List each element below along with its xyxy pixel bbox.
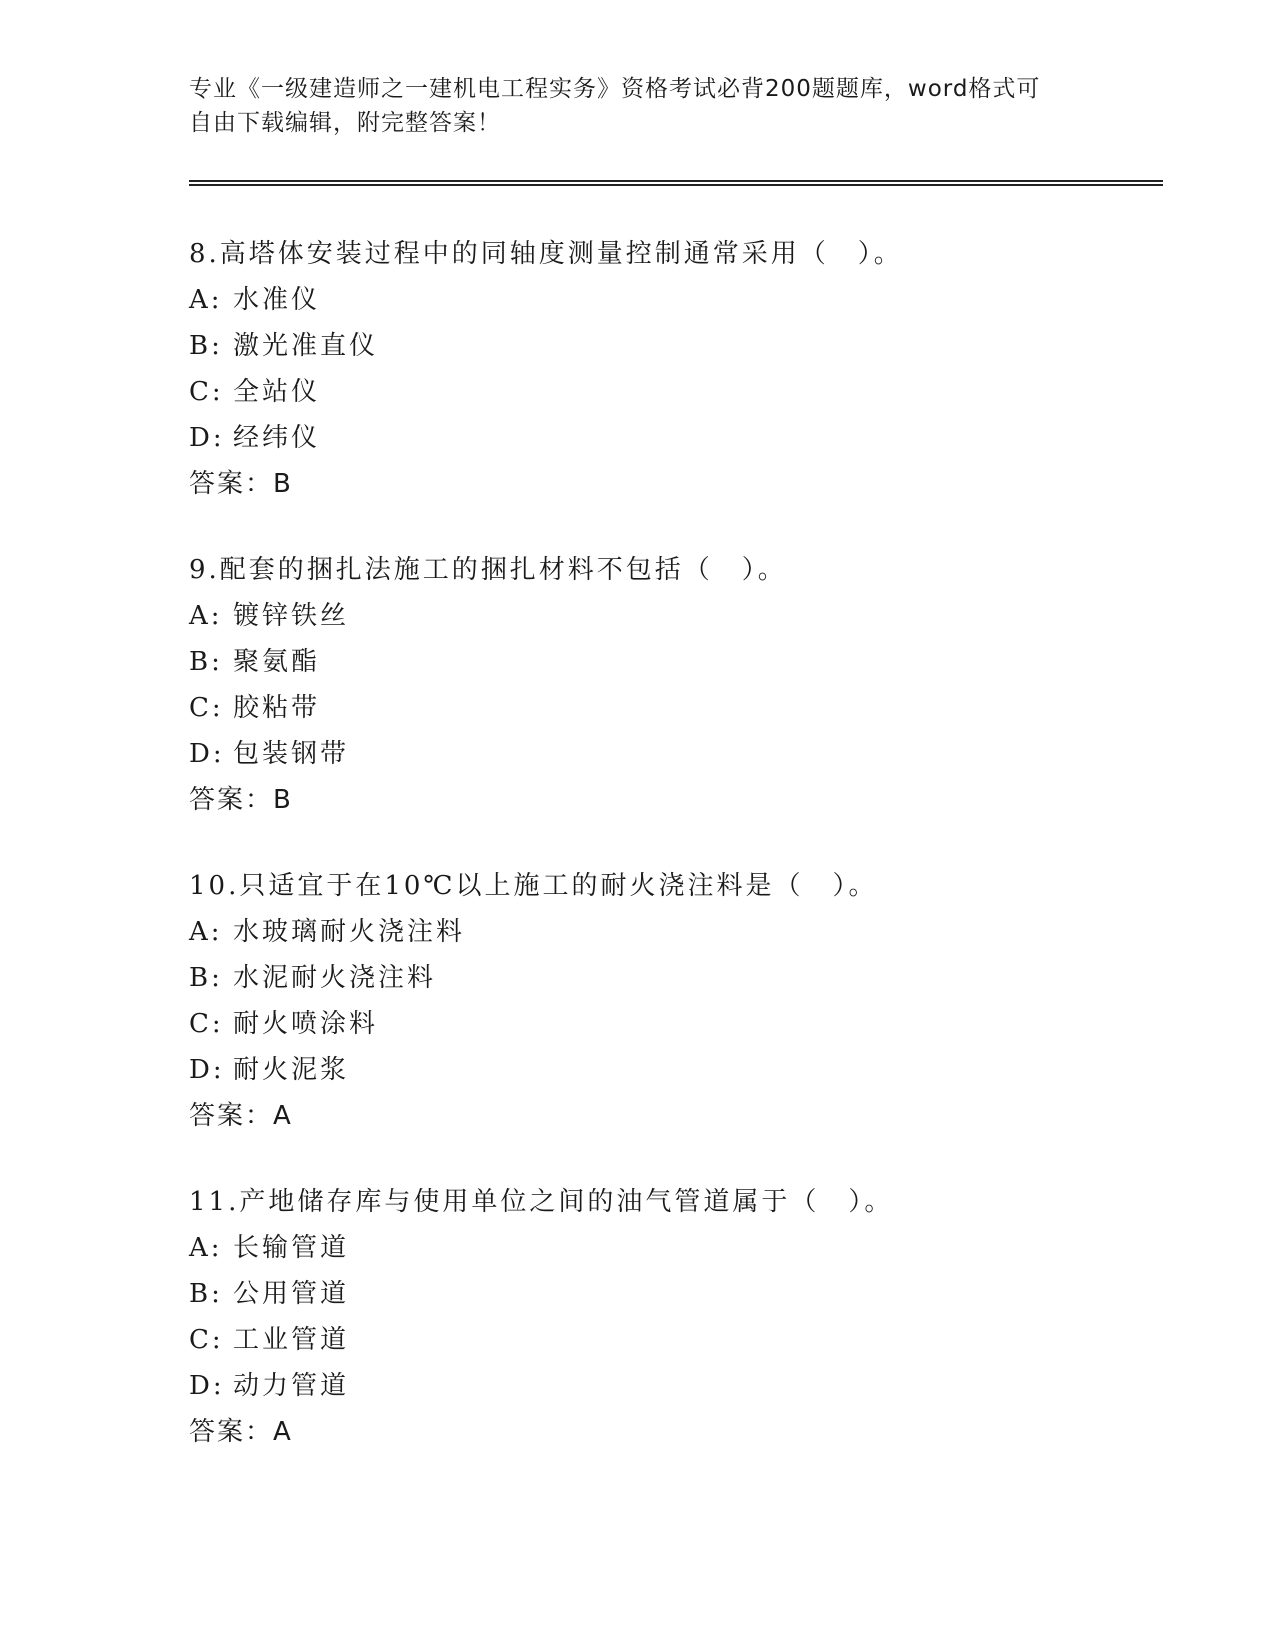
option-b <box>189 329 1149 363</box>
option-letter: B: <box>189 331 223 361</box>
option-text: 耐火喷涂料 <box>233 1009 379 1039</box>
option-text: 水泥耐火浇注料 <box>233 963 437 993</box>
option-text: 耐火泥浆 <box>233 1055 350 1085</box>
option-letter: D: <box>189 739 225 769</box>
option-text: 激光准直仪 <box>233 331 379 361</box>
option-text: 长输管道 <box>233 1233 350 1263</box>
question-stem: 11.产地储存库与使用单位之间的油气管道属于（ ）。 <box>189 1187 894 1217</box>
header-title-line-1: 专业《一级建造师之一建机电工程实务》资格考试必背200题题库，word格式可 <box>189 76 1041 102</box>
answer-line: 答案：A <box>189 1101 293 1131</box>
answer-line: 答案：A <box>189 1417 293 1447</box>
option-letter: C: <box>189 1009 224 1039</box>
option-letter: B: <box>189 1279 223 1309</box>
option-a <box>189 599 1149 633</box>
option-letter: A: <box>189 285 223 315</box>
answer-line: 答案：B <box>189 785 293 815</box>
header-title-line-2: 自由下载编辑，附完整答案！ <box>189 110 501 136</box>
option-letter: D: <box>189 1055 225 1085</box>
header-divider-bottom <box>189 184 1163 186</box>
option-letter: C: <box>189 377 224 407</box>
option-letter: B: <box>189 963 223 993</box>
option-text: 全站仪 <box>233 377 321 407</box>
option-text: 聚氨酯 <box>233 647 321 677</box>
option-b <box>189 1277 1149 1311</box>
option-text: 工业管道 <box>233 1325 350 1355</box>
option-letter: A: <box>189 601 223 631</box>
question-11 <box>189 1185 1149 1449</box>
option-d <box>189 1053 1149 1087</box>
question-9 <box>189 553 1149 817</box>
question-10 <box>189 869 1149 1133</box>
option-text: 镀锌铁丝 <box>233 601 350 631</box>
option-a <box>189 283 1149 317</box>
option-d <box>189 737 1149 771</box>
option-text: 经纬仪 <box>233 423 321 453</box>
option-letter: B: <box>189 647 223 677</box>
question-stem: 9.配套的捆扎法施工的捆扎材料不包括（ ）。 <box>189 555 787 585</box>
header-divider-top <box>189 180 1163 182</box>
question-stem: 8.高塔体安装过程中的同轴度测量控制通常采用（ ）。 <box>189 239 903 269</box>
document-header <box>189 72 1089 140</box>
option-b <box>189 961 1149 995</box>
option-c <box>189 375 1149 409</box>
option-c <box>189 1007 1149 1041</box>
option-d <box>189 1369 1149 1403</box>
option-b <box>189 645 1149 679</box>
option-letter: A: <box>189 1233 223 1263</box>
option-text: 公用管道 <box>233 1279 350 1309</box>
option-a <box>189 915 1149 949</box>
option-text: 包装钢带 <box>233 739 350 769</box>
option-letter: C: <box>189 1325 224 1355</box>
option-text: 胶粘带 <box>233 693 321 723</box>
option-letter: D: <box>189 1371 225 1401</box>
question-stem: 10.只适宜于在10℃以上施工的耐火浇注料是（ ）。 <box>189 871 878 901</box>
question-8 <box>189 237 1149 501</box>
option-text: 水玻璃耐火浇注料 <box>233 917 466 947</box>
option-letter: A: <box>189 917 223 947</box>
option-c <box>189 1323 1149 1357</box>
option-a <box>189 1231 1149 1265</box>
option-letter: C: <box>189 693 224 723</box>
option-d <box>189 421 1149 455</box>
option-letter: D: <box>189 423 225 453</box>
option-text: 水准仪 <box>233 285 321 315</box>
answer-line: 答案：B <box>189 469 293 499</box>
option-text: 动力管道 <box>233 1371 350 1401</box>
option-c <box>189 691 1149 725</box>
